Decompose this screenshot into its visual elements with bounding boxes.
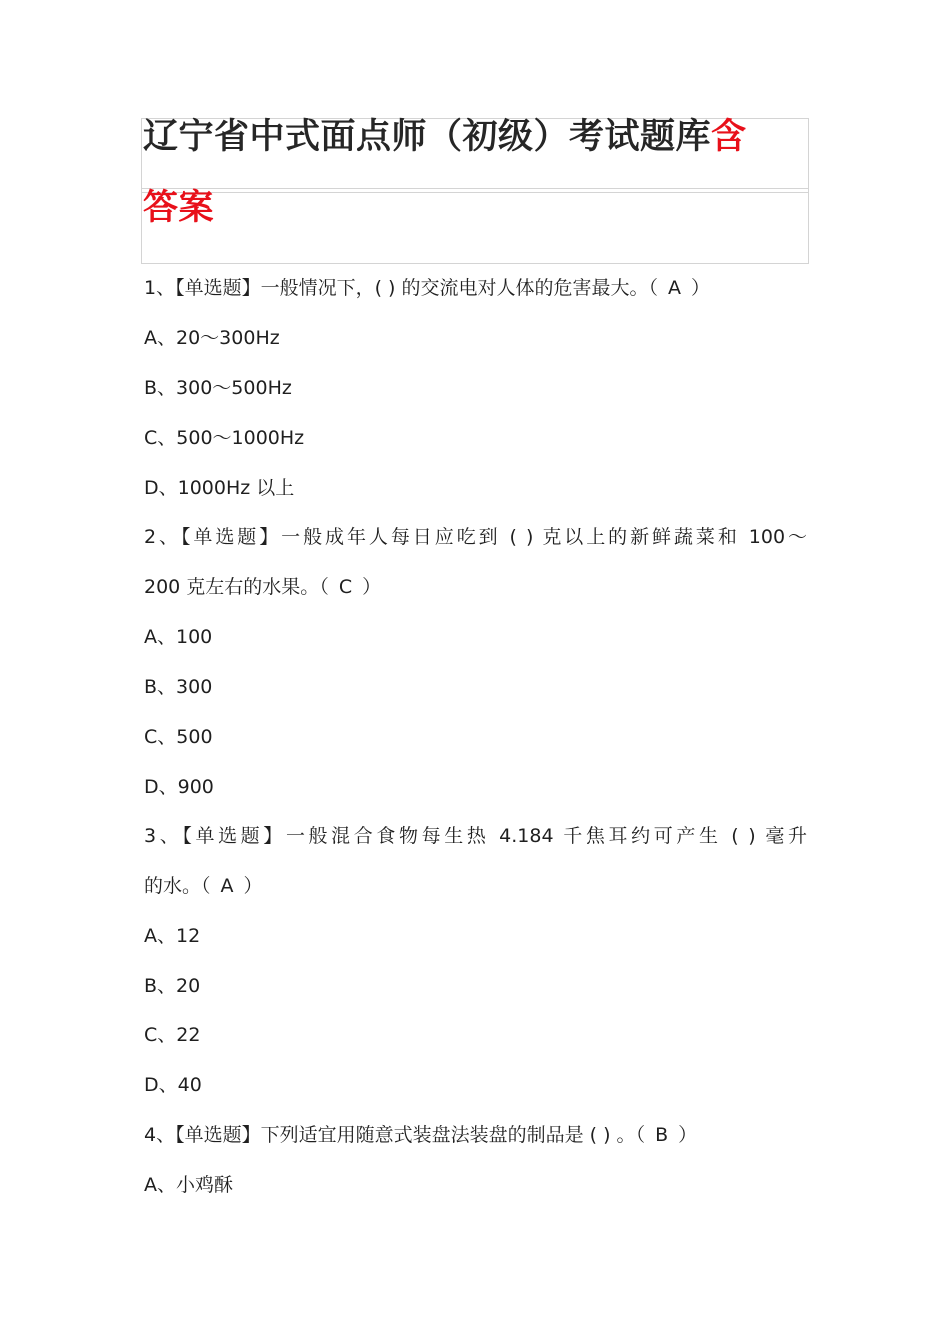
- answer-paren-close: ）: [362, 576, 382, 598]
- answer-paren-close: ）: [243, 875, 263, 897]
- question-text: 下列适宜用随意式装盘法装盘的制品是 ( ) 。: [260, 1124, 636, 1146]
- answer-paren-open: （: [201, 875, 211, 897]
- question-text: 一般情况下，( ) 的交流电对人体的危害最大。: [260, 277, 649, 299]
- question-1-option-b: B、300～500Hz: [144, 377, 292, 399]
- question-2-option-b: B、300: [144, 676, 213, 698]
- question-2-option-c: C、500: [144, 726, 213, 748]
- question-3-option-b: B、20: [144, 975, 201, 997]
- question-1-option-c: C、500～1000Hz: [144, 427, 305, 449]
- question-1-option-a: A、20～300Hz: [144, 327, 280, 349]
- question-number: 1、: [144, 277, 176, 299]
- frame-mid-rule: [141, 188, 809, 189]
- question-3-option-a: A、12: [144, 925, 201, 947]
- question-type: 【单选题】: [175, 1124, 261, 1146]
- question-number: 4、: [144, 1124, 176, 1146]
- answer-letter: B: [655, 1124, 669, 1146]
- question-number: 3、: [144, 825, 183, 847]
- question-type: 【单选题】: [180, 526, 282, 548]
- frame-mid-rule-2: [141, 192, 809, 193]
- question-3-stem-cont: [144, 871, 263, 898]
- question-4-stem: [144, 1120, 697, 1147]
- answer-paren-open: （: [635, 1124, 646, 1146]
- answer-letter: A: [220, 875, 234, 897]
- question-type: 【单选题】: [182, 825, 286, 847]
- frame-left-rule: [141, 118, 142, 264]
- question-2-option-a: A、100: [144, 626, 213, 648]
- question-text-cont: 的水。: [144, 875, 202, 897]
- question-type: 【单选题】: [175, 277, 261, 299]
- answer-letter: A: [668, 277, 682, 299]
- question-2-option-d: D、900: [144, 776, 214, 798]
- answer-paren-open: （: [319, 576, 329, 598]
- question-number: 2、: [144, 526, 181, 548]
- answer-paren-close: ）: [691, 277, 711, 299]
- answer-paren-open: （: [648, 277, 659, 299]
- question-3-stem: [144, 821, 807, 848]
- title-highlight: 含: [711, 117, 747, 157]
- question-text: 一般成年人每日应吃到 ( ) 克以上的新鲜蔬菜和 100～: [281, 526, 807, 548]
- answer-paren-close: ）: [678, 1124, 698, 1146]
- question-4-option-a: A、小鸡酥: [144, 1174, 233, 1196]
- question-1-option-d: D、1000Hz 以上: [144, 477, 295, 499]
- question-2-stem: [144, 522, 807, 549]
- question-2-stem-cont: [144, 572, 381, 599]
- frame-bottom-rule: [141, 263, 809, 264]
- frame-right-rule: [808, 118, 809, 264]
- page-title: [143, 109, 747, 159]
- question-3-option-c: C、22: [144, 1024, 201, 1046]
- question-1-stem: [144, 273, 710, 300]
- question-3-option-d: D、40: [144, 1074, 202, 1096]
- title-text: 辽宁省中式面点师（初级）考试题库: [143, 117, 712, 157]
- title-highlight-2: 答案: [143, 188, 215, 228]
- question-text-cont: 200 克左右的水果。: [144, 576, 320, 598]
- page-title-line2: [143, 180, 214, 230]
- question-text: 一般混合食物每生热 4.184 千焦耳约可产生 ( ) 毫升: [285, 825, 807, 847]
- answer-letter: C: [338, 576, 353, 598]
